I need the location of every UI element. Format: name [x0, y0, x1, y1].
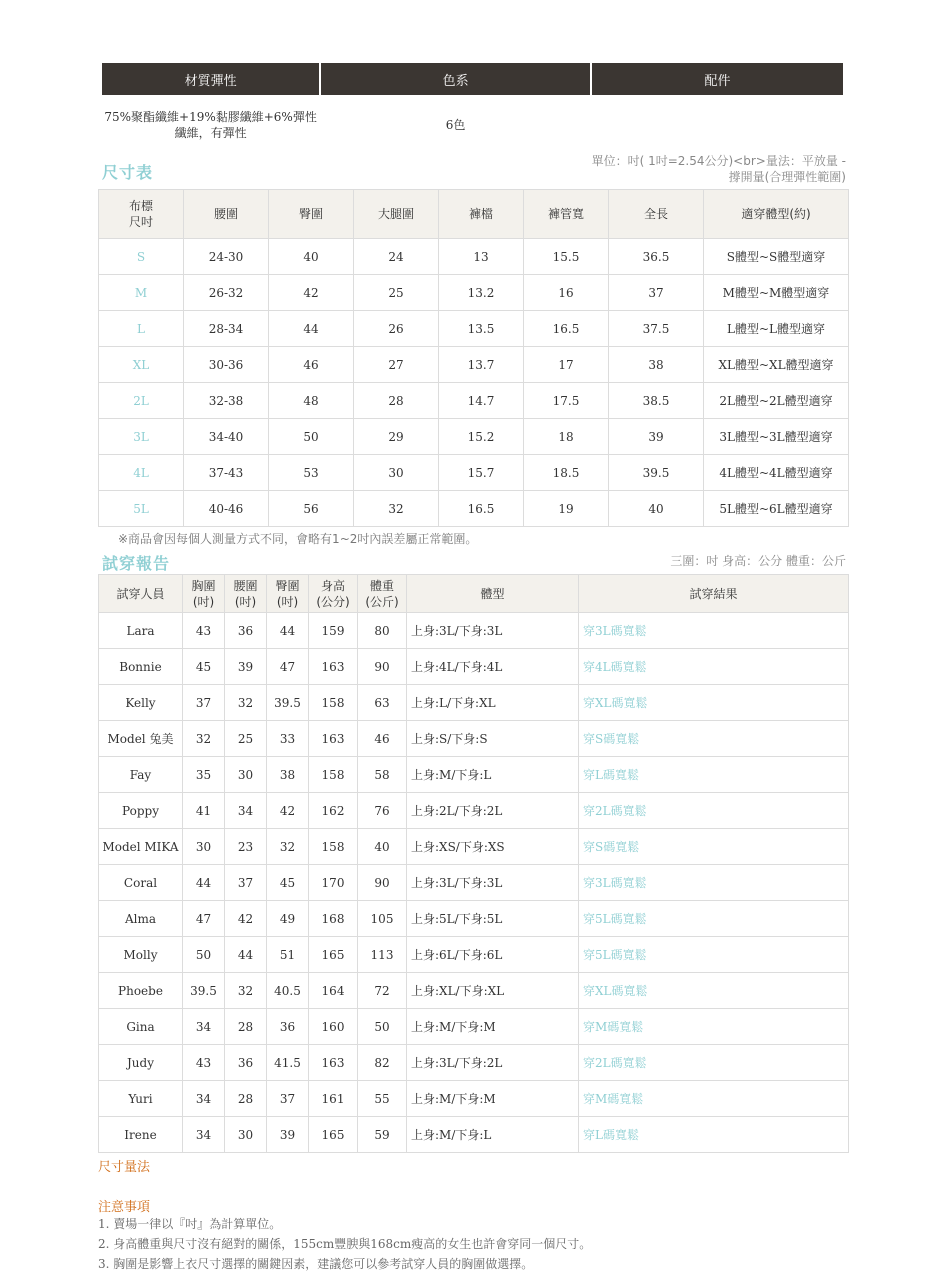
try-on-cell-name: Poppy — [99, 793, 183, 829]
try-on-cell-result: 穿3L碼寬鬆 — [579, 865, 849, 901]
try-on-cell-body: 上身:XS/下身:XS — [407, 829, 579, 865]
try-on-cell-result: 穿XL碼寬鬆 — [579, 973, 849, 1009]
try-on-cell-body: 上身:S/下身:S — [407, 721, 579, 757]
try-on-row — [99, 1009, 849, 1045]
try-on-cell-body: 上身:2L/下身:2L — [407, 793, 579, 829]
try-on-cell-bust: 50 — [183, 937, 225, 973]
try-on-header-cell — [267, 575, 309, 613]
size-chart-row — [99, 383, 849, 419]
try-on-cell-bust: 44 — [183, 865, 225, 901]
size-chart-cell: 26-32 — [184, 275, 269, 311]
size-chart-cell: 3L體型~3L體型適穿 — [704, 419, 849, 455]
size-chart-unit — [486, 153, 846, 185]
size-chart-size-cell: 5L — [99, 491, 184, 527]
spec-material-line1: 75%聚酯纖維+19%黏膠纖維+6%彈性 — [104, 110, 317, 124]
try-on-cell-waist: 39 — [225, 649, 267, 685]
try-on-cell-weight: 50 — [358, 1009, 407, 1045]
try-on-row — [99, 1117, 849, 1153]
try-on-header-line2: (吋) — [192, 594, 215, 609]
try-on-cell-name: Model MIKA — [99, 829, 183, 865]
try-on-header-line1: 體型 — [480, 586, 505, 601]
size-method-link[interactable]: 尺寸量法 — [98, 1160, 151, 1175]
try-on-header-row — [99, 575, 849, 613]
try-on-header-line1: 身高 — [320, 578, 345, 593]
try-on-cell-weight: 113 — [358, 937, 407, 973]
size-header-label-line1: 布標 — [128, 199, 153, 213]
try-on-cell-body: 上身:M/下身:M — [407, 1009, 579, 1045]
try-on-cell-hip: 45 — [267, 865, 309, 901]
size-chart-header-hip: 臀圍 — [269, 190, 354, 239]
try-on-cell-bust: 34 — [183, 1009, 225, 1045]
size-chart-table — [98, 189, 849, 527]
try-on-cell-result: 穿2L碼寬鬆 — [579, 1045, 849, 1081]
size-chart-cell: 50 — [269, 419, 354, 455]
try-on-cell-result: 穿L碼寬鬆 — [579, 757, 849, 793]
try-on-table — [98, 574, 849, 1153]
try-on-cell-result: 穿L碼寬鬆 — [579, 1117, 849, 1153]
size-chart-cell: 39 — [609, 419, 704, 455]
spec-color: 6色 — [445, 118, 466, 132]
size-chart-cell: 26 — [354, 311, 439, 347]
try-on-cell-result: 穿M碼寬鬆 — [579, 1081, 849, 1117]
size-chart-row — [99, 347, 849, 383]
try-on-cell-name: Coral — [99, 865, 183, 901]
size-chart-cell: 4L體型~4L體型適穿 — [704, 455, 849, 491]
try-on-row — [99, 1081, 849, 1117]
try-on-cell-waist: 30 — [225, 757, 267, 793]
size-chart-size-cell: L — [99, 311, 184, 347]
try-on-cell-height: 163 — [309, 721, 358, 757]
try-on-cell-hip: 32 — [267, 829, 309, 865]
size-chart-cell: 29 — [354, 419, 439, 455]
try-on-cell-name: Yuri — [99, 1081, 183, 1117]
size-chart-unit-line1: 單位：吋( 1吋=2.54公分)<br>量法：平放量 - — [591, 154, 846, 168]
try-on-header-cell — [309, 575, 358, 613]
try-on-header-line2: (公斤) — [365, 594, 399, 609]
size-chart-cell: 27 — [354, 347, 439, 383]
try-on-header-line1: 胸圍 — [191, 578, 216, 593]
try-on-header-line2: (吋) — [276, 594, 299, 609]
try-on-cell-bust: 32 — [183, 721, 225, 757]
try-on-cell-hip: 47 — [267, 649, 309, 685]
try-on-unit: 三圍：吋 身高：公分 體重：公斤 — [670, 554, 846, 568]
try-on-cell-hip: 37 — [267, 1081, 309, 1117]
size-chart-cell: 42 — [269, 275, 354, 311]
try-on-cell-weight: 40 — [358, 829, 407, 865]
try-on-cell-body: 上身:3L/下身:3L — [407, 613, 579, 649]
size-chart-cell: 5L體型~6L體型適穿 — [704, 491, 849, 527]
try-on-cell-hip: 42 — [267, 793, 309, 829]
try-on-cell-height: 162 — [309, 793, 358, 829]
try-on-cell-hip: 51 — [267, 937, 309, 973]
try-on-cell-name: Lara — [99, 613, 183, 649]
try-on-cell-waist: 23 — [225, 829, 267, 865]
try-on-cell-bust: 43 — [183, 613, 225, 649]
try-on-header-cell — [358, 575, 407, 613]
try-on-cell-hip: 36 — [267, 1009, 309, 1045]
size-chart-cell: M體型~M體型適穿 — [704, 275, 849, 311]
notice-title: 注意事項 — [98, 1200, 151, 1215]
try-on-cell-name: Judy — [99, 1045, 183, 1081]
size-chart-row — [99, 455, 849, 491]
try-on-cell-weight: 105 — [358, 901, 407, 937]
try-on-cell-waist: 36 — [225, 613, 267, 649]
try-on-cell-hip: 44 — [267, 613, 309, 649]
try-on-cell-waist: 25 — [225, 721, 267, 757]
size-chart-cell: 16.5 — [439, 491, 524, 527]
try-on-cell-result: 穿5L碼寬鬆 — [579, 937, 849, 973]
size-chart-cell: 37.5 — [609, 311, 704, 347]
try-on-cell-waist: 32 — [225, 685, 267, 721]
size-chart-cell: 38 — [609, 347, 704, 383]
size-chart-header-size — [99, 190, 184, 239]
try-on-header-cell — [183, 575, 225, 613]
size-chart-row — [99, 311, 849, 347]
try-on-row — [99, 937, 849, 973]
try-on-cell-height: 163 — [309, 1045, 358, 1081]
size-chart-cell: 15.7 — [439, 455, 524, 491]
try-on-cell-height: 158 — [309, 829, 358, 865]
size-chart-size-cell: 4L — [99, 455, 184, 491]
size-chart-cell: 13 — [439, 239, 524, 275]
try-on-cell-body: 上身:6L/下身:6L — [407, 937, 579, 973]
size-chart-unit-line2: 撐開量(合理彈性範圍) — [728, 170, 846, 184]
try-on-cell-height: 165 — [309, 937, 358, 973]
try-on-cell-result: 穿3L碼寬鬆 — [579, 613, 849, 649]
try-on-row — [99, 901, 849, 937]
size-chart-cell: 40 — [609, 491, 704, 527]
size-chart-cell: 16.5 — [524, 311, 609, 347]
size-chart-cell: 44 — [269, 311, 354, 347]
try-on-cell-name: Alma — [99, 901, 183, 937]
try-on-cell-waist: 28 — [225, 1009, 267, 1045]
try-on-cell-bust: 35 — [183, 757, 225, 793]
try-on-row — [99, 685, 849, 721]
size-chart-cell: 18 — [524, 419, 609, 455]
try-on-cell-body: 上身:M/下身:L — [407, 1117, 579, 1153]
try-on-row — [99, 613, 849, 649]
size-chart-cell: 15.2 — [439, 419, 524, 455]
size-chart-cell: 37-43 — [184, 455, 269, 491]
try-on-cell-weight: 90 — [358, 649, 407, 685]
try-on-cell-weight: 58 — [358, 757, 407, 793]
try-on-cell-height: 170 — [309, 865, 358, 901]
try-on-cell-weight: 76 — [358, 793, 407, 829]
try-on-cell-result: 穿4L碼寬鬆 — [579, 649, 849, 685]
try-on-cell-waist: 36 — [225, 1045, 267, 1081]
size-chart-header-row — [99, 190, 849, 239]
size-chart-header-waist: 腰圍 — [184, 190, 269, 239]
try-on-cell-body: 上身:XL/下身:XL — [407, 973, 579, 1009]
try-on-cell-body: 上身:3L/下身:3L — [407, 865, 579, 901]
try-on-cell-hip: 40.5 — [267, 973, 309, 1009]
try-on-row — [99, 1045, 849, 1081]
try-on-cell-bust: 34 — [183, 1117, 225, 1153]
try-on-header-cell — [225, 575, 267, 613]
size-chart-cell: 30-36 — [184, 347, 269, 383]
size-chart-cell: 19 — [524, 491, 609, 527]
try-on-header-cell — [99, 575, 183, 613]
spec-material — [102, 95, 319, 155]
try-on-cell-body: 上身:L/下身:XL — [407, 685, 579, 721]
size-chart-cell: 40-46 — [184, 491, 269, 527]
try-on-cell-height: 165 — [309, 1117, 358, 1153]
size-chart-row — [99, 239, 849, 275]
try-on-header-line2: (公分) — [316, 594, 350, 609]
size-chart-header-thigh: 大腿圍 — [354, 190, 439, 239]
try-on-cell-weight: 46 — [358, 721, 407, 757]
notice-item: 1. 賣場一律以『吋』為計算單位。 — [98, 1217, 282, 1231]
size-chart-cell: 53 — [269, 455, 354, 491]
try-on-cell-body: 上身:3L/下身:2L — [407, 1045, 579, 1081]
try-on-cell-body: 上身:5L/下身:5L — [407, 901, 579, 937]
try-on-cell-name: Gina — [99, 1009, 183, 1045]
try-on-cell-hip: 39.5 — [267, 685, 309, 721]
try-on-cell-hip: 38 — [267, 757, 309, 793]
try-on-cell-bust: 34 — [183, 1081, 225, 1117]
try-on-cell-name: Bonnie — [99, 649, 183, 685]
try-on-cell-waist: 32 — [225, 973, 267, 1009]
size-chart-header-fit: 適穿體型(約) — [704, 190, 849, 239]
try-on-cell-height: 164 — [309, 973, 358, 1009]
size-chart-row — [99, 491, 849, 527]
try-on-row — [99, 829, 849, 865]
size-chart-cell: S體型~S體型適穿 — [704, 239, 849, 275]
size-chart-cell: 24-30 — [184, 239, 269, 275]
try-on-cell-weight: 59 — [358, 1117, 407, 1153]
size-chart-size-cell: 2L — [99, 383, 184, 419]
try-on-cell-name: Model 兔美 — [99, 721, 183, 757]
spec-header-accessory: 配件 — [592, 63, 843, 95]
size-chart-cell: 28-34 — [184, 311, 269, 347]
try-on-header-line1: 試穿人員 — [116, 586, 165, 601]
try-on-cell-weight: 80 — [358, 613, 407, 649]
size-chart-cell: 13.7 — [439, 347, 524, 383]
try-on-cell-hip: 49 — [267, 901, 309, 937]
try-on-cell-height: 168 — [309, 901, 358, 937]
size-chart-cell: 39.5 — [609, 455, 704, 491]
try-on-cell-bust: 41 — [183, 793, 225, 829]
try-on-cell-name: Fay — [99, 757, 183, 793]
try-on-cell-height: 159 — [309, 613, 358, 649]
try-on-cell-result: 穿XL碼寬鬆 — [579, 685, 849, 721]
try-on-cell-bust: 45 — [183, 649, 225, 685]
size-chart-size-cell: 3L — [99, 419, 184, 455]
size-chart-title: 尺寸表 — [102, 163, 154, 182]
size-chart-cell: 32-38 — [184, 383, 269, 419]
try-on-cell-waist: 34 — [225, 793, 267, 829]
size-chart-cell: 24 — [354, 239, 439, 275]
try-on-cell-waist: 30 — [225, 1117, 267, 1153]
spec-material-line2: 纖維，有彈性 — [174, 126, 247, 140]
try-on-cell-hip: 41.5 — [267, 1045, 309, 1081]
size-chart-cell: 48 — [269, 383, 354, 419]
try-on-cell-body: 上身:M/下身:L — [407, 757, 579, 793]
try-on-row — [99, 721, 849, 757]
try-on-cell-body: 上身:M/下身:M — [407, 1081, 579, 1117]
try-on-cell-waist: 44 — [225, 937, 267, 973]
try-on-title: 試穿報告 — [102, 554, 171, 573]
size-chart-row — [99, 275, 849, 311]
try-on-cell-bust: 37 — [183, 685, 225, 721]
try-on-header-line1: 試穿結果 — [689, 586, 738, 601]
size-chart-header-rise: 褲檔 — [439, 190, 524, 239]
try-on-cell-weight: 72 — [358, 973, 407, 1009]
size-chart-cell: 16 — [524, 275, 609, 311]
size-chart-header-length: 全長 — [609, 190, 704, 239]
try-on-cell-bust: 39.5 — [183, 973, 225, 1009]
size-chart-cell: L體型~L體型適穿 — [704, 311, 849, 347]
size-chart-cell: 36.5 — [609, 239, 704, 275]
size-chart-cell: 56 — [269, 491, 354, 527]
try-on-cell-height: 161 — [309, 1081, 358, 1117]
size-chart-note: ※商品會因每個人測量方式不同，會略有1~2吋內誤差屬正常範圍。 — [118, 532, 478, 546]
try-on-cell-weight: 63 — [358, 685, 407, 721]
try-on-cell-result: 穿S碼寬鬆 — [579, 721, 849, 757]
try-on-cell-height: 160 — [309, 1009, 358, 1045]
size-chart-cell: 15.5 — [524, 239, 609, 275]
size-chart-row — [99, 419, 849, 455]
size-chart-cell: 46 — [269, 347, 354, 383]
size-chart-cell: 32 — [354, 491, 439, 527]
try-on-cell-height: 163 — [309, 649, 358, 685]
try-on-header-line1: 腰圍 — [233, 578, 258, 593]
try-on-cell-hip: 39 — [267, 1117, 309, 1153]
size-chart-cell: 2L體型~2L體型適穿 — [704, 383, 849, 419]
try-on-row — [99, 865, 849, 901]
try-on-cell-name: Irene — [99, 1117, 183, 1153]
try-on-cell-waist: 37 — [225, 865, 267, 901]
try-on-header-line2: (吋) — [234, 594, 257, 609]
try-on-cell-hip: 33 — [267, 721, 309, 757]
spec-table — [100, 63, 845, 155]
size-chart-size-cell: S — [99, 239, 184, 275]
try-on-row — [99, 757, 849, 793]
size-chart-cell: 25 — [354, 275, 439, 311]
size-chart-cell: 18.5 — [524, 455, 609, 491]
size-chart-header-leg-opening: 褲管寬 — [524, 190, 609, 239]
try-on-cell-result: 穿2L碼寬鬆 — [579, 793, 849, 829]
size-chart-cell: 30 — [354, 455, 439, 491]
size-chart-size-cell: M — [99, 275, 184, 311]
size-chart-cell: 34-40 — [184, 419, 269, 455]
try-on-cell-result: 穿5L碼寬鬆 — [579, 901, 849, 937]
try-on-cell-name: Kelly — [99, 685, 183, 721]
notice-list — [98, 1214, 591, 1274]
try-on-cell-height: 158 — [309, 757, 358, 793]
try-on-cell-bust: 47 — [183, 901, 225, 937]
try-on-header-line1: 臀圍 — [275, 578, 300, 593]
size-header-label-line2: 尺吋 — [128, 215, 153, 229]
size-chart-cell: 14.7 — [439, 383, 524, 419]
try-on-cell-name: Molly — [99, 937, 183, 973]
try-on-cell-weight: 55 — [358, 1081, 407, 1117]
try-on-cell-name: Phoebe — [99, 973, 183, 1009]
size-chart-cell: 13.5 — [439, 311, 524, 347]
try-on-cell-result: 穿S碼寬鬆 — [579, 829, 849, 865]
size-chart-cell: 38.5 — [609, 383, 704, 419]
try-on-cell-bust: 43 — [183, 1045, 225, 1081]
try-on-row — [99, 793, 849, 829]
try-on-header-line1: 體重 — [369, 578, 394, 593]
spec-accessory — [592, 95, 843, 155]
size-chart-size-cell: XL — [99, 347, 184, 383]
size-chart-cell: XL體型~XL體型適穿 — [704, 347, 849, 383]
notice-item: 2. 身高體重與尺寸沒有絕對的關係，155cm豐腴與168cm瘦高的女生也許會穿同一個尺寸。 — [98, 1237, 592, 1251]
size-chart-cell: 17.5 — [524, 383, 609, 419]
try-on-header-cell — [579, 575, 849, 613]
try-on-row — [99, 649, 849, 685]
try-on-cell-waist: 42 — [225, 901, 267, 937]
size-chart-cell: 40 — [269, 239, 354, 275]
size-chart-cell: 17 — [524, 347, 609, 383]
try-on-cell-waist: 28 — [225, 1081, 267, 1117]
size-chart-cell: 37 — [609, 275, 704, 311]
size-chart-cell: 28 — [354, 383, 439, 419]
spec-header-color: 色系 — [321, 63, 590, 95]
try-on-cell-bust: 30 — [183, 829, 225, 865]
size-chart-cell: 13.2 — [439, 275, 524, 311]
try-on-cell-result: 穿M碼寬鬆 — [579, 1009, 849, 1045]
try-on-row — [99, 973, 849, 1009]
try-on-cell-height: 158 — [309, 685, 358, 721]
notice-item: 3. 胸圍是影響上衣尺寸選擇的關鍵因素，建議您可以參考試穿人員的胸圍做選擇。 — [98, 1257, 534, 1271]
spec-header-material: 材質彈性 — [102, 63, 319, 95]
try-on-cell-body: 上身:4L/下身:4L — [407, 649, 579, 685]
try-on-cell-weight: 82 — [358, 1045, 407, 1081]
try-on-header-cell — [407, 575, 579, 613]
try-on-cell-weight: 90 — [358, 865, 407, 901]
